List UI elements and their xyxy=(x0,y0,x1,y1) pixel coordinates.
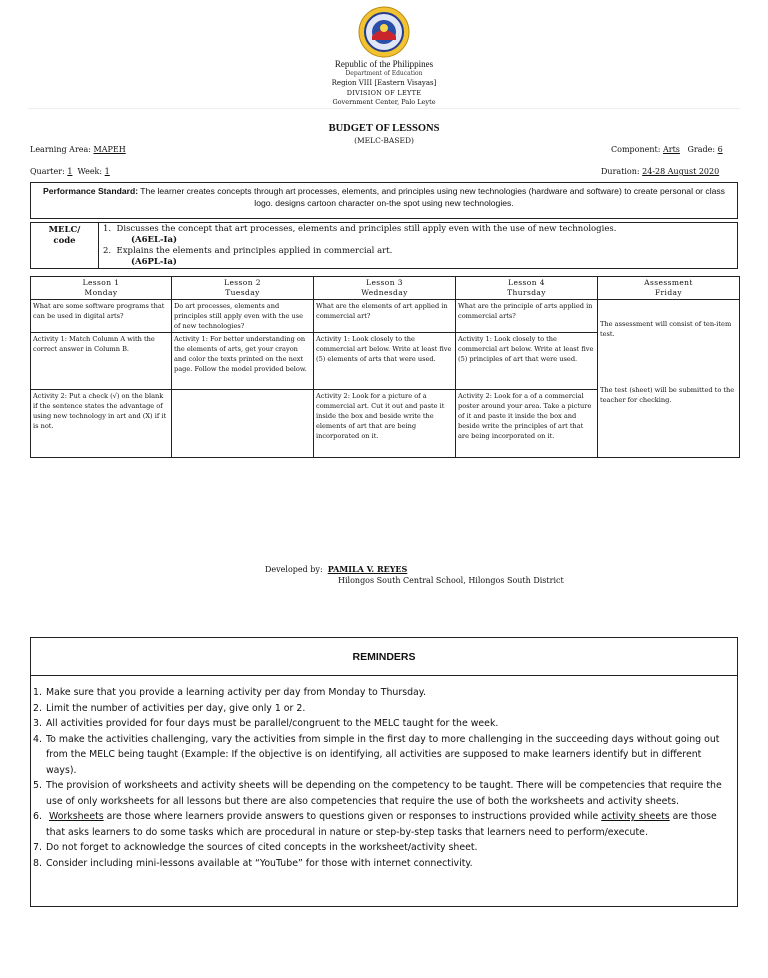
developed-by xyxy=(265,564,407,574)
component-value: Arts xyxy=(662,145,680,154)
reminder-number: 7. xyxy=(33,842,42,853)
government-center-heading: Government Center, Palo Leyte xyxy=(332,98,436,106)
department-heading: Department of Education xyxy=(345,70,423,77)
quarter-value: 1 xyxy=(67,167,73,176)
table-cell: Activity 2: Put a check (√) on the blank if the sentence states the advantage of using new technology in art and (X) if it is not. xyxy=(31,390,172,458)
division-heading: DIVISION OF LEYTE xyxy=(346,89,422,97)
table-row xyxy=(31,300,740,333)
table-cell: Do art processes, elements and principles still apply even with the use of new technologies? xyxy=(172,300,314,333)
developer-school: Hilongos South Central School, Hilongos South District xyxy=(338,576,564,585)
melc-label-line2: code xyxy=(53,236,76,246)
reminder-item xyxy=(33,809,733,840)
deped-seal-logo xyxy=(358,6,410,58)
reminder-item xyxy=(33,685,733,701)
header-divider xyxy=(28,108,740,109)
reminder-text-part: are those that asks learners to do some tasks which are procedural in nature or step-by-step tasks that learners need to perform/execute. xyxy=(46,811,717,838)
grade-value: 6 xyxy=(717,145,723,154)
melc-label xyxy=(31,223,99,268)
reminder-number: 3. xyxy=(33,718,42,729)
melc-item-text: Discusses the concept that art processes, elements and principles still apply even with the use of new technologies. xyxy=(116,224,617,234)
week-value: 1 xyxy=(104,167,110,176)
table-cell: Activity 1: Match Column A with the correct answer in Column B. xyxy=(31,333,172,390)
table-cell xyxy=(172,390,314,458)
table-cell: What are some software programs that can be used in digital arts? xyxy=(31,300,172,333)
developer-name: PAMILA V. REYES xyxy=(327,564,408,574)
performance-standard-text: The learner creates concepts through art processes, elements, and principles using new technologies (hardware and software) to create personal or class logo. designs cartoon character on-the spot using new technologies. xyxy=(140,186,725,208)
quarter-label: Quarter: xyxy=(30,167,65,176)
worksheets-term: Worksheets xyxy=(48,811,104,822)
assessment-text: The assessment will consist of ten-item test. xyxy=(600,320,732,338)
melc-item-text: Explains the elements and principles applied in commercial art. xyxy=(116,246,393,256)
reminder-text: Consider including mini-lessons available at “YouTube” for those with internet connectivity. xyxy=(46,857,473,869)
melc-item-number: 1. xyxy=(103,224,112,234)
duration-field xyxy=(601,167,719,176)
melc-item xyxy=(103,224,616,235)
melc-box xyxy=(30,222,738,269)
lesson-2-header: Lesson 2 Tuesday xyxy=(172,277,314,300)
reminders-list xyxy=(33,685,733,871)
table-cell: Activity 1: Look closely to the commercial art below. Write at least five (5) principles of art that were used. xyxy=(456,333,598,390)
table-cell: Activity 2: Look for a of a commercial poster around your area. Take a picture of it and paste it inside the box and beside write the principles of art that are being incorporated on it. xyxy=(456,390,598,458)
reminder-text: Do not forget to acknowledge the sources of cited concepts in the worksheet/activity sheet. xyxy=(46,842,478,853)
reminder-number: 6. xyxy=(33,811,42,822)
reminder-text: The provision of worksheets and activity sheets will be depending on the competency to be taught. There will be competencies that require the use of only worksheets for all lessons but there are also competencies that require the use of both the worksheets and activity sheets. xyxy=(46,780,722,807)
table-cell: Activity 1: For better understanding on the elements of arts, get your crayon and color the texts printed on the next page. Follow the model provided below. xyxy=(172,333,314,390)
table-cell: Activity 2: Look for a picture of a commercial art. Cut it out and paste it inside the box and beside write the elements of art that are being incorporated on it. xyxy=(314,390,456,458)
reminder-text-part: are those where learners provide answers to questions given or responses to instructions provided while xyxy=(103,811,602,822)
assessment-text: The test (sheet) will be submitted to the teacher for checking. xyxy=(600,386,735,404)
learning-area-value: MAPEH xyxy=(93,145,126,154)
reminder-item xyxy=(33,701,733,717)
learning-area-field xyxy=(30,145,126,154)
region-heading: Region VIII [Eastern Visayas] xyxy=(331,79,437,87)
reminder-number: 4. xyxy=(33,733,42,745)
reminders-box xyxy=(30,637,738,907)
document-subtitle: (MELC-BASED) xyxy=(354,136,414,145)
table-cell: What are the elements of art applied in commercial art? xyxy=(314,300,456,333)
melc-label-line1: MELC/ xyxy=(48,225,81,235)
reminder-item xyxy=(33,856,733,872)
reminder-text: To make the activities challenging, vary the activities from simple in the first day to more challenging in the succeeding days without going out from the MELC being taught (Example: If the objective is on identifying, all activities are supposed to make learners identify but in different ways). xyxy=(46,733,720,776)
assessment-cell xyxy=(598,300,740,458)
component-label: Component: xyxy=(611,145,661,154)
table-cell: What are the principle of arts applied in commercial arts? xyxy=(456,300,598,333)
quarter-week-field xyxy=(30,167,110,176)
reminder-text: Limit the number of activities per day, give only 1 or 2. xyxy=(46,702,306,714)
reminder-text: Make sure that you provide a learning activity per day from Monday to Thursday. xyxy=(46,687,426,698)
reminder-item xyxy=(33,778,733,809)
reminder-number: 8. xyxy=(33,857,42,869)
duration-value: 24-28 August 2020 xyxy=(642,167,720,176)
component-grade-field xyxy=(611,145,723,154)
reminders-title: REMINDERS xyxy=(31,638,737,676)
reminder-text xyxy=(46,809,733,840)
learning-area-label: Learning Area: xyxy=(30,145,91,154)
performance-standard-box xyxy=(30,182,738,219)
document-title: BUDGET OF LESSONS xyxy=(328,123,440,134)
lesson-4-header: Lesson 4 Thursday xyxy=(456,277,598,300)
reminder-item xyxy=(33,840,733,856)
reminder-text: All activities provided for four days must be parallel/congruent to the MELC taught for the week. xyxy=(46,718,499,729)
reminder-number: 1. xyxy=(33,687,42,698)
melc-item xyxy=(103,246,616,257)
week-label: Week: xyxy=(77,167,103,176)
grade-label: Grade: xyxy=(687,145,716,154)
reminder-number: 2. xyxy=(33,702,42,714)
lessons-table xyxy=(30,276,740,458)
lesson-3-header: Lesson 3 Wednesday xyxy=(314,277,456,300)
melc-content xyxy=(103,224,616,268)
duration-label: Duration: xyxy=(601,167,640,176)
republic-heading: Republic of the Philippines xyxy=(334,59,434,69)
performance-standard-label: Performance Standard: xyxy=(43,186,139,196)
melc-item-number: 2. xyxy=(103,246,112,256)
developed-by-label: Developed by: xyxy=(265,565,323,574)
reminder-item xyxy=(33,732,733,779)
reminder-item xyxy=(33,716,733,732)
melc-item-code: (A6EL-Ia) xyxy=(131,235,178,245)
reminder-number: 5. xyxy=(33,780,42,791)
lesson-1-header: Lesson 1 Monday xyxy=(31,277,172,300)
activity-sheets-term: activity sheets xyxy=(601,811,670,822)
lessons-header-row xyxy=(31,277,740,300)
melc-item-code: (A6PL-Ia) xyxy=(131,257,177,267)
table-cell: Activity 1: Look closely to the commercial art below. Write at least five (5) elements of arts that were used. xyxy=(314,333,456,390)
assessment-header: Assessment Friday xyxy=(598,277,740,300)
